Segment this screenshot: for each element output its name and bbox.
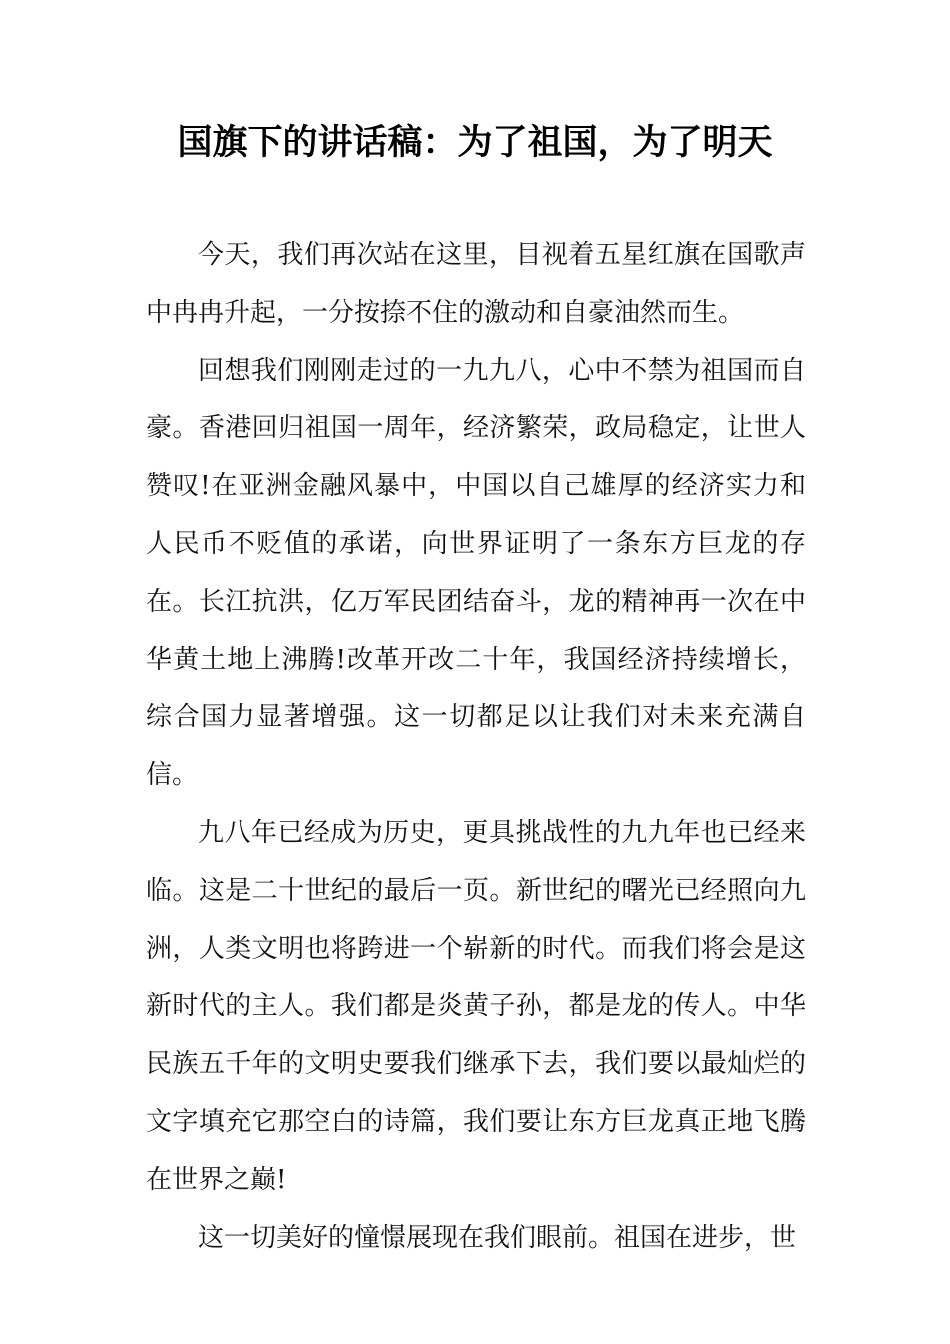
paragraph: 回想我们刚刚走过的一九九八，心中不禁为祖国而自豪。香港回归祖国一周年，经济繁荣，政局稳定，让世人赞叹!在亚洲金融风暴中，中国以自己雄厚的经济实力和人民币不贬值的承诺，向世界证明了一条东方巨龙的存在。长江抗洪，亿万军民团结奋斗，龙的精神再一次在中华黄土地上沸腾!改革开改二十年，我国经济持续增长，综合国力显著增强。这一切都足以让我们对未来充满自信。 (146, 355, 806, 791)
page-title: 国旗下的讲话稿：为了祖国，为了明天 (177, 123, 773, 163)
paragraph: 今天，我们再次站在这里，目视着五星红旗在国歌声中冉冉升起，一分按捺不住的激动和自豪油然而生。 (146, 240, 806, 328)
paragraph: 九八年已经成为历史，更具挑战性的九九年也已经来临。这是二十世纪的最后一页。新世纪的曙光已经照向九洲，人类文明也将跨进一个崭新的时代。而我们将会是这新时代的主人。我们都是炎黄子孙，都是龙的传人。中华民族五千年的文明史要我们继承下去，我们要以最灿烂的文字填充它那空白的诗篇，我们要让东方巨龙真正地飞腾在世界之巅! (146, 817, 806, 1195)
document-body (146, 227, 806, 1267)
paragraph: 这一切美好的憧憬展现在我们眼前。祖国在进步，世 (198, 1222, 797, 1253)
